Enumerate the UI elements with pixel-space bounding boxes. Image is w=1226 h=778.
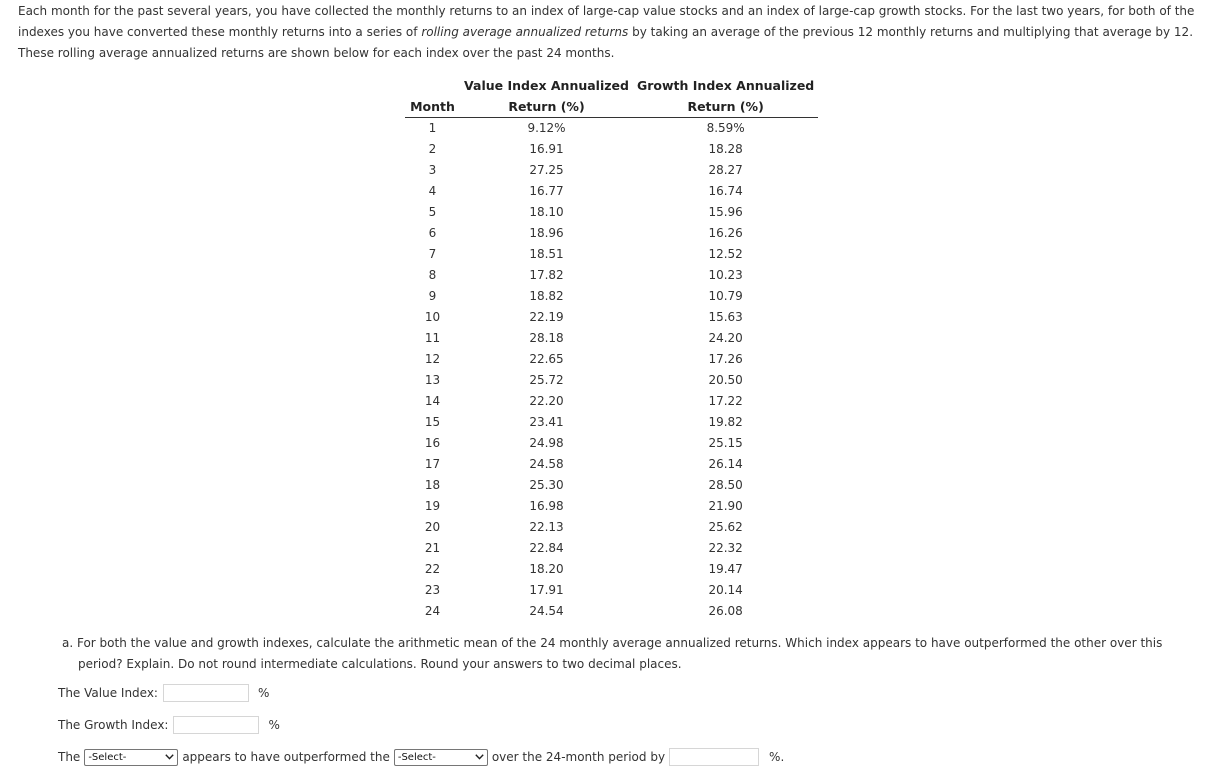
month-cell: 10	[424, 310, 441, 324]
table-row	[405, 223, 818, 244]
month-cell: 11	[424, 331, 441, 345]
table-row	[405, 118, 818, 140]
growth-return-cell: 10.23	[708, 268, 743, 282]
value-return-cell: 28.18	[529, 331, 564, 345]
month-cell: 24	[424, 604, 441, 618]
growth-return-cell: 17.26	[708, 352, 743, 366]
table-row	[405, 181, 818, 202]
outperformer-select-value: -Select-	[88, 751, 127, 763]
value-index-input[interactable]	[163, 684, 249, 702]
value-return-cell: 22.65	[529, 352, 564, 366]
header-value-line1: Value Index Annualized	[464, 78, 629, 93]
outperformer-select[interactable]	[84, 749, 178, 766]
table-row	[405, 601, 818, 622]
growth-return-cell: 25.15	[708, 436, 743, 450]
growth-return-cell: 26.08	[708, 604, 743, 618]
growth-return-cell: 19.82	[708, 415, 743, 429]
value-return-cell: 18.51	[529, 247, 564, 261]
value-return-cell: 18.82	[529, 289, 564, 303]
growth-return-cell: 15.96	[708, 205, 743, 219]
growth-return-cell: 19.47	[708, 562, 743, 576]
value-return-cell: 25.72	[529, 373, 564, 387]
value-return-cell: 24.58	[529, 457, 564, 471]
table-row	[405, 328, 818, 349]
growth-return-cell: 22.32	[708, 541, 743, 555]
growth-return-cell: 24.20	[708, 331, 743, 345]
comparison-answer-row	[58, 746, 784, 768]
table-row	[405, 286, 818, 307]
comparison-prefix: The	[58, 750, 81, 764]
chevron-down-icon	[165, 754, 174, 760]
month-cell: 16	[424, 436, 441, 450]
table-header-row-2	[405, 96, 818, 118]
value-index-percent: %	[257, 686, 270, 700]
growth-return-cell: 20.14	[708, 583, 743, 597]
outperformance-margin-input[interactable]	[669, 748, 759, 766]
table-row	[405, 496, 818, 517]
month-cell: 22	[424, 562, 441, 576]
value-return-cell: 24.98	[529, 436, 564, 450]
month-cell: 7	[428, 247, 437, 261]
table-row	[405, 391, 818, 412]
value-return-cell: 17.91	[529, 583, 564, 597]
margin-percent: %.	[769, 750, 785, 764]
growth-return-cell: 15.63	[708, 310, 743, 324]
month-cell: 18	[424, 478, 441, 492]
growth-return-cell: 26.14	[708, 457, 743, 471]
value-return-cell: 18.96	[529, 226, 564, 240]
growth-return-cell: 16.74	[708, 184, 743, 198]
value-return-cell: 16.91	[529, 142, 564, 156]
month-cell: 1	[428, 121, 437, 135]
month-cell: 4	[428, 184, 437, 198]
growth-return-cell: 28.50	[708, 478, 743, 492]
table-row	[405, 160, 818, 181]
table-row	[405, 307, 818, 328]
value-return-cell: 9.12%	[527, 121, 566, 135]
problem-intro	[18, 1, 1206, 64]
returns-table	[405, 75, 818, 622]
value-index-label: The Value Index:	[58, 686, 158, 700]
table-row	[405, 538, 818, 559]
value-return-cell: 23.41	[529, 415, 564, 429]
underperformer-select[interactable]	[394, 749, 488, 766]
month-cell: 23	[424, 583, 441, 597]
month-cell: 5	[428, 205, 437, 219]
growth-return-cell: 8.59%	[706, 121, 745, 135]
growth-index-percent: %	[268, 718, 280, 732]
growth-return-cell: 21.90	[708, 499, 743, 513]
table-row	[405, 139, 818, 160]
month-cell: 8	[428, 268, 437, 282]
month-cell: 6	[428, 226, 437, 240]
table-row	[405, 517, 818, 538]
month-cell: 12	[424, 352, 441, 366]
table-row	[405, 412, 818, 433]
value-return-cell: 22.20	[529, 394, 564, 408]
month-cell: 3	[428, 163, 437, 177]
growth-return-cell: 25.62	[708, 520, 743, 534]
month-cell: 21	[424, 541, 441, 555]
intro-text-part2: by taking an average of the previous 12 monthly returns and multiplying that average by 12. These rolling average annualized returns are shown below for each index over the past 24 months.	[18, 25, 1194, 60]
value-return-cell: 18.10	[529, 205, 564, 219]
growth-index-answer-row	[58, 714, 280, 736]
underperformer-select-value: -Select-	[397, 751, 436, 763]
growth-return-cell: 20.50	[708, 373, 743, 387]
question-a: a. For both the value and growth indexes, calculate the arithmetic mean of the 24 monthly average annualized returns. Which index appears to have outperformed the other over this period? Explain. Do not round intermediate calculations. Round your answers to two decimal places.	[62, 636, 1163, 671]
value-return-cell: 25.30	[529, 478, 564, 492]
month-cell: 20	[424, 520, 441, 534]
intro-text-part1: Each month for the past several years, you have collected the monthly returns to an index of large-cap value stocks and an index of large-cap growth stocks. For the last two years, for both of the indexes you have converted these monthly returns into a series of	[18, 4, 1195, 39]
month-cell: 15	[424, 415, 441, 429]
value-return-cell: 22.84	[529, 541, 564, 555]
intro-emphasis: rolling average annualized returns	[421, 25, 629, 39]
growth-return-cell: 17.22	[708, 394, 743, 408]
table-row	[405, 559, 818, 580]
month-cell: 9	[428, 289, 437, 303]
value-return-cell: 22.13	[529, 520, 564, 534]
table-row	[405, 244, 818, 265]
header-value-line2: Return (%)	[460, 96, 633, 118]
comparison-suffix: over the 24-month period by	[491, 750, 666, 764]
value-return-cell: 16.77	[529, 184, 564, 198]
table-row	[405, 202, 818, 223]
growth-return-cell: 10.79	[708, 289, 743, 303]
value-return-cell: 22.19	[529, 310, 564, 324]
value-return-cell: 17.82	[529, 268, 564, 282]
growth-return-cell: 12.52	[708, 247, 743, 261]
month-cell: 14	[424, 394, 441, 408]
value-return-cell: 24.54	[529, 604, 564, 618]
header-growth-line2: Return (%)	[633, 96, 818, 118]
table-row	[405, 370, 818, 391]
table-row	[405, 433, 818, 454]
growth-return-cell: 16.26	[708, 226, 743, 240]
table-row	[405, 580, 818, 601]
growth-index-input[interactable]	[173, 716, 259, 734]
value-return-cell: 18.20	[529, 562, 564, 576]
growth-return-cell: 28.27	[708, 163, 743, 177]
value-index-answer-row	[58, 682, 269, 704]
value-return-cell: 16.98	[529, 499, 564, 513]
growth-return-cell: 18.28	[708, 142, 743, 156]
comparison-middle: appears to have outperformed the	[182, 750, 390, 764]
month-cell: 19	[424, 499, 441, 513]
table-row	[405, 265, 818, 286]
month-cell: 2	[428, 142, 437, 156]
chevron-down-icon	[475, 754, 484, 760]
month-cell: 17	[424, 457, 441, 471]
growth-index-label: The Growth Index:	[58, 718, 169, 732]
value-return-cell: 27.25	[529, 163, 564, 177]
table-header-row-1	[405, 75, 818, 96]
table-row	[405, 475, 818, 496]
table-row	[405, 349, 818, 370]
month-cell: 13	[424, 373, 441, 387]
table-body	[405, 118, 818, 623]
table-row	[405, 454, 818, 475]
header-month: Month	[405, 96, 460, 118]
header-month-spacer	[405, 75, 460, 96]
header-growth-line1: Growth Index Annualized	[637, 78, 815, 93]
